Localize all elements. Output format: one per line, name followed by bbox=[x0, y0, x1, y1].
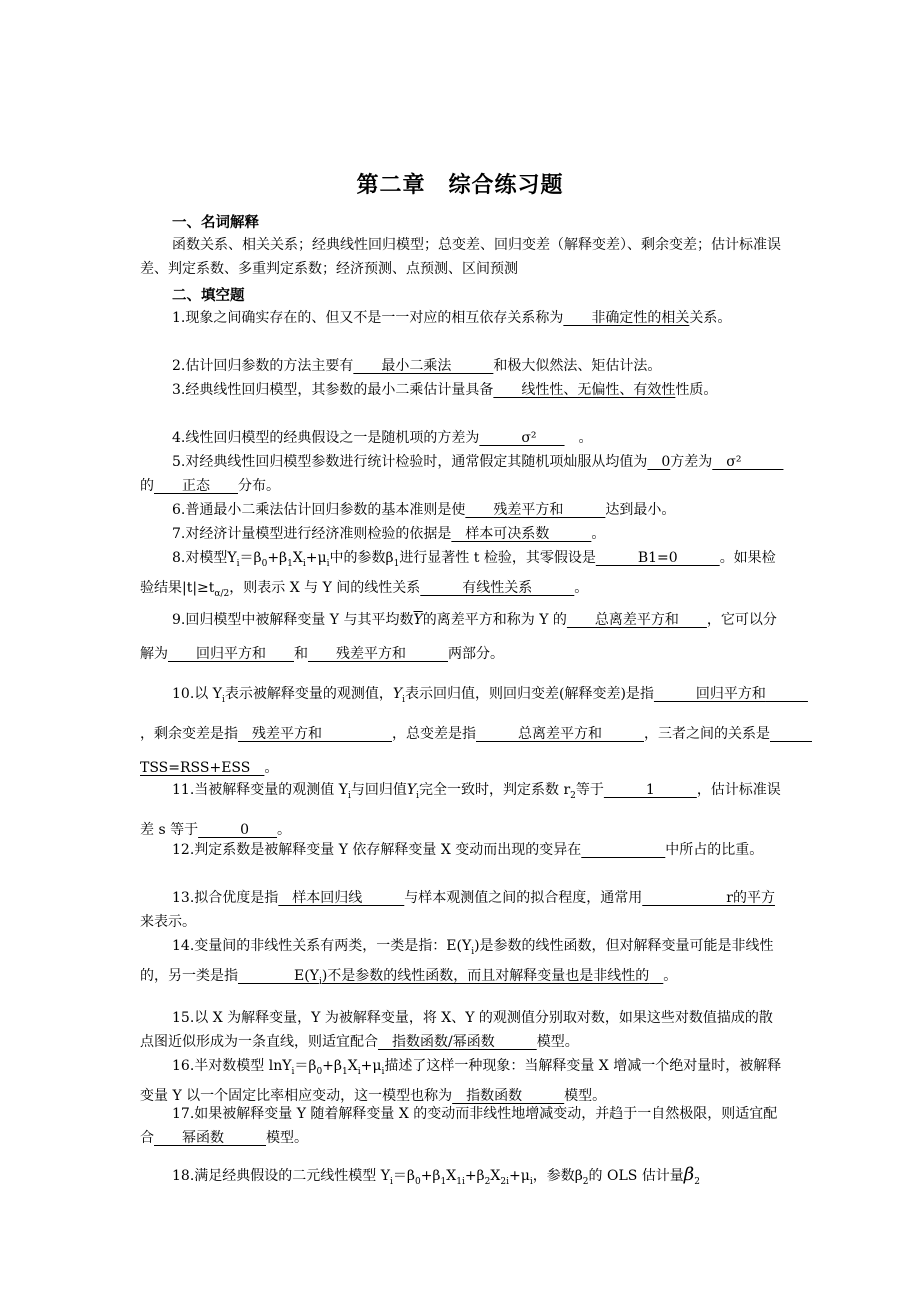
answer-blank: 总离差平方和 bbox=[476, 725, 644, 742]
answer-blank: 总离差平方和 bbox=[566, 612, 707, 628]
question-10: 10.以 $Y_i$表示被解释变量的观测值，$Y_i$表示回归值，则回归变差(解释变差)是指 回归平方和 ，剩余变差是指 残差平方和 ，总变差是指 总离差平方和 ，三者之间的关系是 TSS=RSS+ESS 。 bbox=[140, 686, 812, 776]
answer-blank: 1 bbox=[603, 782, 697, 798]
question-4: 4.线性回归模型的经典假设之一是随机项的方差为 σ² 。 bbox=[172, 430, 593, 446]
answer-blank: 指数函数 bbox=[452, 1087, 565, 1104]
answer-blank: TSS=RSS+ESS bbox=[140, 725, 812, 776]
beta-hat-symbol: β bbox=[683, 1164, 695, 1185]
answer-blank: 残差平方和 bbox=[238, 725, 392, 742]
section-heading-terms: 一、名词解释 bbox=[172, 215, 259, 231]
question-13: 13.拟合优度是指 样本回归线 与样本观测值之间的拟合程度，通常用 r的平方来表示。 bbox=[140, 890, 775, 930]
terms-paragraph: 函数关系、相关关系；经典线性回归模型；总变差、回归变差（解释变差）、剩余变差；估计标准误差、判定系数、多重判定系数；经济预测、点预测、区间预测 bbox=[140, 237, 781, 277]
answer-blank: 非确定性的相关 bbox=[563, 310, 690, 326]
answer-blank: 样本可决系数 bbox=[451, 526, 592, 542]
answer-blank: 0 bbox=[198, 821, 278, 838]
y-hat-symbol: Y bbox=[392, 686, 403, 702]
question-11: 11.当被解释变量的观测值 $Y_i$与回归值$Y_i$完全一致时，判定系数 $r_2$等于 1 ，估计标准误差 s 等于 0 。 bbox=[140, 782, 781, 838]
answer-blank: 0 bbox=[647, 454, 671, 470]
y-hat-symbol: Y bbox=[406, 782, 417, 798]
answer-blank: 指数函数/幂函数 bbox=[378, 1034, 537, 1050]
answer-blank: 最小二乘法 bbox=[353, 358, 494, 374]
answer-blank bbox=[649, 968, 663, 984]
question-3: 3.经典线性回归模型，其参数的最小二乘估计量具备 线性性、无偏性、有效性性质。 bbox=[172, 382, 718, 398]
answer-blank: 回归平方和 bbox=[653, 686, 808, 702]
answer-blank: σ² bbox=[479, 430, 565, 446]
answer-blank bbox=[581, 842, 665, 858]
question-9: 9.回归模型中被解释变量 Y 与其平均数$\overline{Y}$的离差平方和称为 Y 的 总离差平方和 ，它可以分解为 回归平方和 和 残差平方和 两部分。 bbox=[140, 612, 777, 662]
question-12: 12.判定系数是被解释变量 Y 依存解释变量 X 变动而出现的变异在 中所占的比重。 bbox=[172, 842, 764, 858]
question-5: 5.对经典线性回归模型参数进行统计检验时，通常假定其随机项灿服从均值为 0方差为 σ² 的 正态 分布。 bbox=[140, 454, 784, 494]
question-18: 18.满足经典假设的二元线性模型 $Y_i=\beta_0+\beta_1X_{1i}+\beta_2X_{2i}+\mu_i$，参数$\beta_2$的 OLS 估计量$\beta_2$ bbox=[172, 1164, 700, 1187]
answer-blank: 有线性关系 bbox=[420, 579, 575, 596]
answer-blank: 线性性、无偏性、有效性 bbox=[493, 382, 676, 398]
page-title: 第二章 综合练习题 bbox=[356, 173, 564, 198]
answer-blank: 残差平方和 bbox=[465, 502, 606, 518]
answer-blank: 正态 bbox=[154, 478, 238, 494]
section-heading-fill: 二、填空题 bbox=[172, 288, 245, 304]
question-7: 7.对经济计量模型进行经济准则检验的依据是 样本可决系数 。 bbox=[172, 526, 606, 542]
answer-blank: 残差平方和 bbox=[308, 646, 448, 662]
question-2: 2.估计回归参数的方法主要有 最小二乘法 和极大似然法、矩估计法。 bbox=[172, 358, 662, 374]
answer-blank: 样本回归线 bbox=[278, 890, 405, 906]
answer-blank: r的平方 bbox=[642, 890, 775, 906]
y-bar-symbol: $\overline{Y}$ bbox=[413, 612, 423, 628]
question-14: 14.变量间的非线性关系有两类，一类是指：$E(Y_i)$是参数的线性函数，但对解释变量可能是非线性的，另一类是指 $E(Y_i)$不是参数的线性函数，而且对解释变量也是非线性的 。 bbox=[140, 938, 774, 987]
question-1: 1.现象之间确实存在的、但又不是一一对应的相互依存关系称为 非确定性的相关关系。 bbox=[172, 310, 732, 326]
answer-blank: B1=0 bbox=[595, 550, 720, 566]
question-16: 16.半对数模型 $\ln Y_i=\beta_0+\beta_1X_i+\mu_i$描述了这样一种现象：当解释变量 X 增减一个绝对量时，被解释变量 Y 以一个固定比率相应变动，这一模型也称为 指数函数 模型。 bbox=[140, 1058, 782, 1104]
question-8: 8.对模型$Y_i=\beta_0+\beta_1X_i+\mu_i$中的参数$\beta_1$进行显著性 t 检验，其零假设是 B1=0 。如果检验结果$|t|\ge t_{\alpha/2}$，则表示 X 与 Y 间的线性关系 有线性关系 。 bbox=[140, 550, 776, 599]
answer-blank: σ² bbox=[712, 454, 784, 470]
answer-blank: 幂函数 bbox=[154, 1130, 266, 1146]
question-17: 17.如果被解释变量 Y 随着解释变量 X 的变动而非线性地增减变动，并趋于一自然极限，则适宜配合 幂函数 模型。 bbox=[140, 1106, 778, 1146]
question-6: 6.普通最小二乘法估计回归参数的基本准则是使 残差平方和 达到最小。 bbox=[172, 502, 676, 518]
answer-blank: $E(Y_i)$不是参数的线性函数，而且对解释变量也是非线性的 bbox=[238, 967, 650, 987]
answer-blank: 回归平方和 bbox=[168, 646, 294, 662]
question-15: 15.以 X 为解释变量，Y 为被解释变量，将 X、Y 的观测值分别取对数，如果这些对数值描成的散点图近似形成为一条直线，则适宜配合 指数函数/幂函数 模型。 bbox=[140, 1010, 773, 1050]
